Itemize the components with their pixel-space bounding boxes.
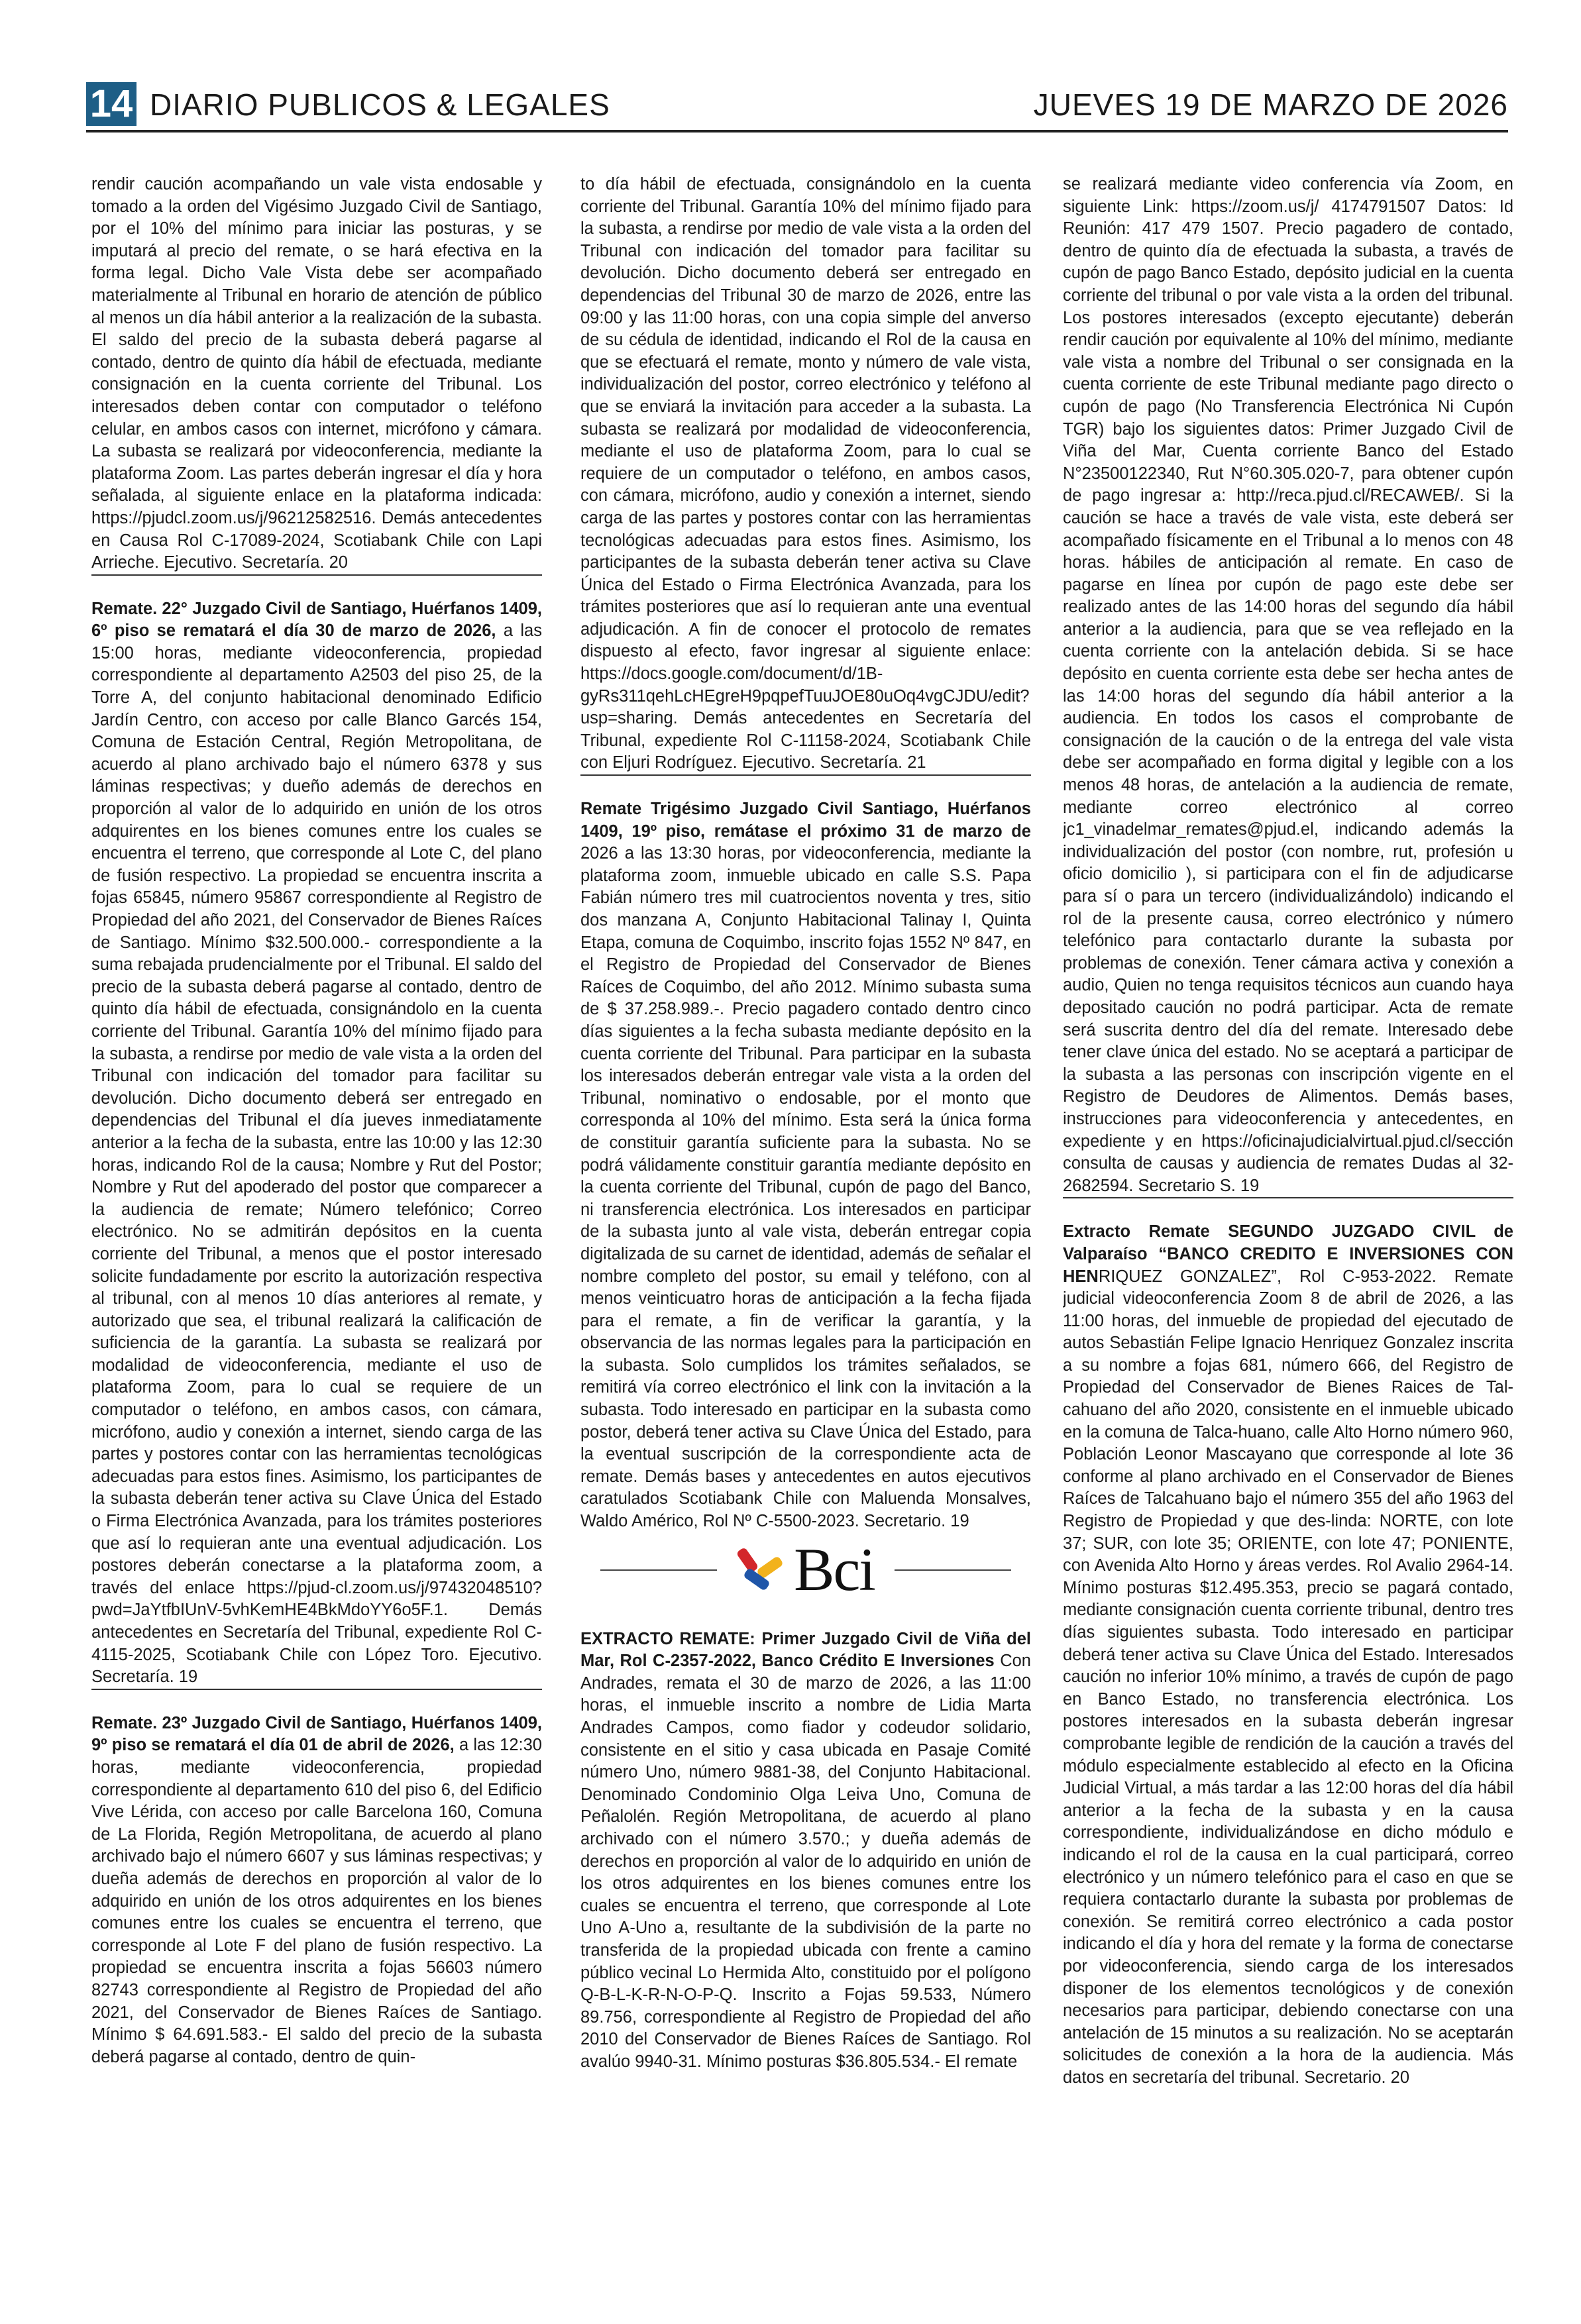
notice-body: a las 15:00 horas, mediante videoconferencia, propiedad correspondiente al departamento A2503 del piso 25, de la Torre A, del conjunto habitacional denominado Edificio Jardín Centro, con acceso por calle Blanco Garcés 154, Comuna de Estación Central, Región Metropolitana, de acuerdo al plano archivado bajo el número 6378 y sus láminas respectivas; y dueño además de derechos en proporción al valor de lo adquirido en unión de los otros adquirentes en los bienes comunes entre los cuales se encuentra el terreno, que corresponde al Lote C, del plano de fusión respectivo. La propiedad se encuentra inscrita a fojas 65845, número 95867 correspondiente al Registro de Propiedad del año 2021, del Conservador de Bienes Raíces de Santiago. Mínimo $32.500.000.- correspondiente a la suma rebajada prudencialmente por el Tribunal. El saldo del precio de la subasta deberá pagarse al contado, dentro de quinto día hábil de efectuada, consignándolo en la cuenta corriente del Tribunal. Garantía 10% del mínimo fijado para la subasta, a rendirse por medio de vale vista a la orden del Tribunal con indicación del tomador para facilitar su devolución. Dicho documento deberá ser entregado en dependencias del Tribunal el día jueves inmediatamente anterior a la fecha de la subasta, entre las 10:00 y las 12:30 horas, indicando Rol de la causa; Nombre y Rut del Postor; Nombre y Rut del apoderado del postor que comparecer a la audiencia de remate; Número telefónico; Correo electrónico. No se admitirán depósitos en la cuenta corriente del Tribunal, a menos que el postor interesado solicite fundadamente por escrito la autorización respectiva al tribunal, con al menos 10 días anteriores al remate, y autorizado que sea, el tribunal realizará la calificación de suficiencia de la garantía. La subasta se realizará por modalidad de videoconferencia, mediante el uso de plataforma Zoom, para lo cual se requiere de un computador o teléfono, en ambos casos, con cámara, micrófono, audio y conexión a internet, siendo carga de las partes y postores contar con las herramientas tecnológicas adecuadas para estos fines. Asimismo, los participantes de la subasta deberán tener activa su Clave Única del Estado o Firma Electrónica Avanzada, para los trámites posteriores que así lo requieran ante una eventual adjudicación. Los postores deberán conectarse a la plataforma zoom, a través del enlace https://pjud-cl.zoom.us/j/97432048510?pwd=JaYtfbIUnV-5vhKemHE4BkMdoYY6o5F.1. Demás antecedentes en Secretaría del Tribunal, expediente Rol C-4115-2025, Scotiabank Chile con López Toro. Ejecutivo. Secretaría. 19 [91, 621, 542, 1687]
notice [91, 1713, 542, 2069]
notice-body: 2026 a las 13:30 horas, por videoconferencia, mediante la plataforma zoom, inmueble ubicado en calle S.S. Papa Fabián número tres mil cuatrocientos noventa y tres, sitio dos manzana A, Conjunto Habitacional Talinay I, Quinta Etapa, comuna de Coquimbo, inscrito fojas 1552 Nº 847, en el Registro de Propiedad del Conservador de Bienes Raíces de Coquimbo, del año 2012. Mínimo subasta suma de $ 37.258.989.-. Precio pagadero contado dentro cinco días siguientes a la fecha subasta mediante depósito en la cuenta corriente del Tribunal. Para participar en la subasta los interesados deberán entregar vale vista a la orden del Tribunal, nominativo o endosable, por el monto que corresponda al 10% del mínimo. Esta será la única forma de constituir garantía suficiente para la subasta. No se podrá válidamente constituir garantía mediante depósito en la cuenta corriente del Tribunal, cupón de pago del Banco, ni transferencia electrónica. Los interesados en participar de la subasta junto al vale vista, deberán entregar copia digitalizada de su carnet de identidad, además de señalar el nombre completo del postor, su email y teléfono, con al menos veinticuatro horas de anticipación a la fecha fijada para el remate, a fin de verificar la garantía, y la observancia de las normas legales para la participación en la subasta. Solo cumplidos los trámites señalados, se remitirá vía correo electrónico el link con la invitación a la subasta. Todo interesado en participar en la subasta como postor, deberá tener activa su Clave Única del Estado, para la eventual suscripción de la correspondiente acta de remate. Demás bases y antecedentes en autos ejecutivos caratulados Scotiabank Chile con Maluenda Monsalves, Waldo Américo, Rol Nº C-5500-2023. Secretario. 19 [580, 844, 1031, 1531]
notice-heading: EXTRACTO REMATE: Primer Juzgado Civil de Viña del Mar, Rol C-2357-2022, Banco Crédito E Inversiones [580, 1629, 1031, 1671]
notice-body: to día hábil de efectuada, consignándolo en la cuenta corriente del Tribunal. Garantía 10% del mínimo fijado para la subasta, a rendirse por medio de vale vista a la orden del Tribunal con indicación del tomador para facilitar su devolución. Dicho documento deberá ser entregado en dependencias del Tribunal 30 de marzo de 2026, entre las 09:00 y las 11:00 horas, con una copia simple del anverso de su cédula de identidad, indicando el Rol de la causa en que se efectuará el remate, monto y número de vale vista, individualización del postor, correo electrónico y teléfono al que se enviará la invitación para acceder a la subasta. La subasta se realizará por modalidad de videoconferencia, mediante el uso de plataforma Zoom, para lo cual se requiere de un computador o teléfono, en ambos casos, con cámara, micrófono, audio y conexión a internet, siendo carga de las partes y postores contar con las herramientas tecnológicas adecuadas para estos fines. Asimismo, los participantes de la subasta deberán tener activa su Clave Única del Estado o Firma Electrónica Avanzada, para los trámites posteriores que así lo requieran ante una eventual adjudicación. A fin de conocer el protocolo de remates dispuesto al efecto, favor ingresar al siguiente enlace: https://docs.google.com/document/d/1B-gyRs311qehLcHEgreH9pqpefTuuJOE80uOq4vgCJDU/edit?usp=sharing. Demás antecedentes en Secretaría del Tribunal, expediente Rol C-11158-2024, Scotiabank Chile con Eljuri Rodríguez. Ejecutivo. Secretaría. 21 [580, 175, 1031, 772]
notice-separator [580, 774, 1031, 776]
notice-body: a las 12:30 horas, mediante videoconferencia, propiedad correspondiente al departamento 610 del piso 6, del Edificio Vive Lérida, con acceso por calle Barcelona 160, Comuna de La Florida, Región Metropolitana, de acuerdo al plano archivado bajo el número 6607 y sus láminas respectivas; y dueña además de derechos en proporción al valor de lo adquirido en unión de los otros adquirentes en los bienes comunes entre los cuales se encuentra el terreno, que corresponde al Lote F del plano de fusión respectivo. La propiedad se encuentra inscrita a fojas 56603 número 82743 correspondiente al Registro de Propiedad del año 2021, del Conservador de Bienes Raíces de Santiago. Mínimo $ 64.691.583.- El saldo del precio de la subasta deberá pagarse al contado, dentro de quin- [91, 1736, 542, 2066]
notice-body: rendir caución acompañando un vale vista endosable y tomado a la orden del Vigésimo Juzgado Civil de Santiago, por el 10% del mínimo para iniciar las posturas, y se imputará al precio del remate, o se hará efectiva en la forma legal. Dicho Vale Vista debe ser acompañado materialmente al Tribunal en horario de atención de público al menos un día hábil anterior a la realización de la subasta. El saldo del precio de la subasta deberá pagarse al contado, dentro de quinto día hábil de efectuada, mediante consignación en la cuenta corriente del Tribunal. Los interesados deben contar con computador o teléfono celular, en ambos casos con internet, micrófono y cámara. La subasta se realizará por videoconferencia, mediante la plataforma Zoom. Las partes deberán ingresar el día y hora señalada, al siguiente enlace en la plataforma indicada: https://pjudcl.zoom.us/j/96212582516. Demás antecedentes en Causa Rol C-17089-2024, Scotiabank Chile con Lapi Arrieche. Ejecutivo. Secretaría. 20 [91, 175, 542, 572]
page-number: 14 [86, 82, 136, 126]
notice-heading: Remate Trigésimo Juzgado Civil Santiago, Huérfanos 1409, 19º piso, remátase el próximo 31 de marzo de [580, 800, 1031, 841]
notice [1063, 1221, 1513, 2089]
column-3 [1063, 174, 1513, 2280]
bci-logo-text: Bci [794, 1535, 875, 1603]
column-2 [580, 174, 1031, 2280]
notice-body: se realizará mediante video conferencia vía Zoom, en siguiente Link: https://zoom.us/j/ 4174791507 Datos: Id Reunión: 417 479 1507. Precio pagadero de contado, dentro de quinto día de efectuada la subasta, a través de cupón de pago Banco Estado, depósito judicial en la cuenta corriente del tribunal o por vale vista a la orden del tribunal. Los postores interesados (excepto ejecutante) deberán rendir caución por equivalente al 10% del mínimo, mediante vale vista a nombre del Tribunal o ser consignada en la cuenta corriente de este Tribunal mediante pago directo o cupón de pago (No Transferencia Electrónica Ni Cupón TGR) bajo los siguientes datos: Primer Juzgado Civil de Viña del Mar, Cuenta corriente Banco del Estado N°23500122340, Rut N°60.305.020-7, para obtener cupón de pago ingresar a: http://reca.pjud.cl/RECAWEB/. Si la caución se hace a través de vale vista, este deberá ser acompañado físicamente en el Tribunal a lo menos con 48 horas. hábiles de anticipación al remate. En caso de pagarse en línea por cupón de pago este debe ser realizado antes de las 14:00 horas del segundo día hábil anterior a la audiencia, para que se vea reflejado en la cuenta corriente con la antelación debida. Si se hace depósito en cuenta corriente esta debe ser hecha antes de las 14:00 horas del segundo día hábil anterior a la audiencia. En todos los casos el comprobante de consignación de la caución o de la entrega del vale vista debe ser acompañado en forma digital y legible con a los menos 48 horas, de antelación a la audiencia de remate, mediante correo electrónico al correo jc1_vinadelmar_remates@pjud.el, indicando además la individualización del postor (con nombre, rut, profesión u oficio domicilio ), si participara con el fin de adjudicarse para sí o para un tercero (individualizándolo) indicando el rol de la presente causa, correo electrónico y número telefónico para contactarlo durante la subasta por problemas de conexión. Tener cámara activa y conexión a audio, Quien no tenga requisitos técnicos aun cuando haya depositado caución no podrá participar. Acta de remate será suscrita dentro del día del remate. Interesado debe tener clave única del estado. No se aceptará a participar de la subasta a las personas con inscripción vigente en el Registro de Deudores de Alimentos. Demás bases, instrucciones para videoconferencia y antecedentes, en expediente y en https://oficinajudicialvirtual.pjud.cl/sección consulta de causas y audiencia de remates Dudas al 32-2682594. Secretario S. 19 [1063, 175, 1513, 1195]
section-title: DIARIO PUBLICOS & LEGALES [150, 87, 610, 122]
bci-mark-red [737, 1546, 759, 1573]
logo-box [717, 1536, 895, 1603]
notice-body: RIQUEZ GONZALEZ”, Rol C-953-2022. Remate judicial videoconferencia Zoom 8 de abril de 2026, a las 11:00 horas, del inmueble de propiedad del ejecutado de autos Sebastián Felipe Ignacio Henriquez Gonzalez inscrita a su nombre a fojas 681, número 666, del Registro de Propiedad del Conservador de Bienes Raices de Tal-cahuano del año 2020, consistente en el inmueble ubicado en la comuna de Talca-huano, calle Alto Horno número 960, Población Leonor Mascayano que corresponde al lote 36 conforme al plano archivado en el Conservador de Bienes Raíces de Talcahuano bajo el número 355 del año 1963 del Registro de Propiedad y que des-linda: NORTE, con lote 37; SUR, con lote 35; ORIENTE, con lote 47; PONIENTE, con Avenida Alto Horno y áreas verdes. Rol Avalio 2964-14. Mínimo posturas $12.495.353, precio se pagará contado, mediante consignación cuenta corriente tribunal, dentro tres días siguientes subasta. Todo interesado en participar deberá tener activa su Clave Única del Estado. Interesados caución no inferior 10% mínimo, a través de cupón de pago en Banco Estado, no transferencia electrónica. Los postores interesados en la subasta deberán ingresar comprobante legible de rendición de la caución a través del módulo especialmente establecido al efecto en la Oficina Judicial Virtual, a más tardar a las 12:00 horas del día hábil anterior a la fecha de la subasta y en la causa correspondiente, individualizándose en dicho módulo e indicando el rol de la causa en la cual participará, correo electrónico y un número telefónico para el caso en que se requiera contactarlo durante la subasta por problemas de conexión. Se remitirá correo electrónico a cada postor indicando el día y hora del remate y la forma de conectarse por videoconferencia, siendo carga de los interesados disponer de los elementos tecnológicos y de conexión necesarios para participar, debiendo conectarse con una antelación de 15 minutos a su realización. No se aceptarán solicitudes de conexión a la hora de la audiencia. Más datos en secretaría del tribunal. Secretario. 20 [1063, 1267, 1513, 2087]
notice-continuation [580, 174, 1031, 774]
issue-date: JUEVES 19 DE MARZO DE 2026 [1033, 87, 1508, 122]
bci-logo [580, 1533, 1031, 1606]
column-1 [91, 174, 542, 2280]
notice-separator [91, 1689, 542, 1690]
notice-separator [1063, 1197, 1513, 1198]
notice [91, 598, 542, 1689]
notice-continuation [91, 174, 542, 574]
notice-heading: Remate. 23º Juzgado Civil de Santiago, Huérfanos 1409, 9º piso se rematará el día 01 de abril de 2026, [91, 1713, 542, 1755]
notice-heading: Remate. 22° Juzgado Civil de Santiago, Huérfanos 1409, 6º piso se rematará el día 30 de marzo de 2026, [91, 599, 542, 641]
notice-continuation [1063, 174, 1513, 1197]
bci-mark-icon [737, 1544, 789, 1595]
notice-heading: Extracto Remate SEGUNDO JUZGADO CIVIL de Valparaíso “BANCO CREDITO E INVERSIONES CON HEN [1063, 1222, 1513, 1286]
notice-body: Con Andrades, remata el 30 de marzo de 2026, a las 11:00 horas, el inmueble inscrito a nombre de Lidia Marta Andrades Campos, como fiador y codeudor solidario, consistente en el sitio y casa ubicada en Pasaje Comité número Uno, número 9881-38, del Conjunto Habitacional. Denominado Condominio Olga Leiva Uno, Comuna de Peñalolén. Región Metropolitana, de acuerdo al plano archivado con el número 3.570.; y dueña además de derechos en proporción al valor de lo adquirido en unión de los otros adquirentes en los bienes comunes entre los cuales se encuentra el terreno, que corresponde al Lote Uno A-Uno a, resultante de la subdivisión de la parte no transferida de la propiedad ubicada con frente a camino público vecinal Lo Hermida Alto, constituido por el polígono Q-B-L-K-R-N-O-P-Q. Inscrito a Fojas 59.533, Número 89.756, correspondiente al Registro de Propiedad del año 2010 del Conservador de Bienes Raíces de Santiago. Rol avalúo 9940-31. Mínimo posturas $36.805.534.- El remate [580, 1652, 1031, 2071]
notice [580, 798, 1031, 1533]
page-header [86, 78, 1508, 132]
notice-separator [91, 574, 542, 576]
notice [580, 1628, 1031, 2074]
